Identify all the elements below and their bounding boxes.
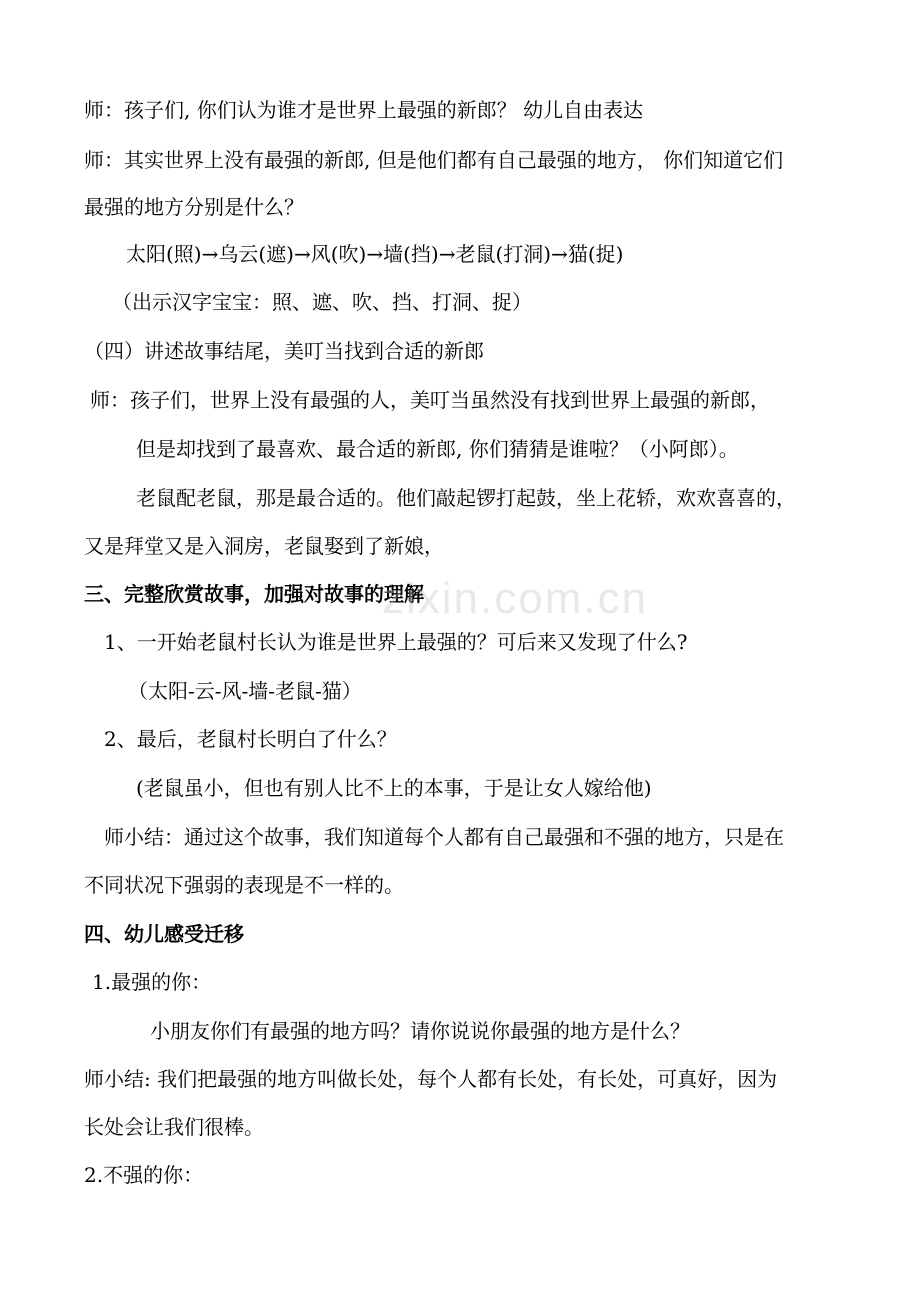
text-line-10: 又是拜堂又是入洞房，老鼠娶到了新娘， — [84, 534, 444, 558]
text-line-7: 师：孩子们，世界上没有最强的人，美叮当虽然没有找到世界上最强的新郎， — [90, 388, 770, 412]
text-line-21: 师小结: 我们把最强的地方叫做长处，每个人都有长处，有长处，可真好，因为 — [84, 1067, 778, 1091]
text-line-9: 老鼠配老鼠，那是最合适的。他们敲起锣打起鼓，坐上花轿，欢欢喜喜的， — [136, 486, 796, 510]
question-2: 2、最后，老鼠村长明白了什么？ — [104, 727, 397, 751]
answer-2: (老鼠虽小，但也有别人比不上的本事，于是让女人嫁给他) — [136, 776, 652, 800]
watermark: zixin.com.cn — [382, 574, 649, 623]
text-line-16: 师小结：通过这个故事，我们知道每个人都有自己最强和不强的地方，只是在 — [104, 825, 784, 849]
text-line-2: 师：其实世界上没有最强的新郎, 但是他们都有自己最强的地方， 你们知道它们 — [84, 148, 784, 172]
section-heading-4: 四、幼儿感受迁移 — [84, 922, 244, 946]
section-heading-3: 三、完整欣赏故事，加强对故事的理解 — [84, 582, 424, 606]
text-line-5: （出示汉字宝宝：照、遮、吹、挡、打洞、捉） — [112, 290, 532, 314]
text-line-4: 太阳(照)→乌云(遮)→风(吹)→墙(挡)→老鼠(打洞)→猫(捉) — [126, 242, 624, 266]
text-line-20: 小朋友你们有最强的地方吗？请你说说你最强的地方是什么？ — [150, 1019, 690, 1043]
text-line-22: 长处会让我们很棒。 — [84, 1115, 264, 1139]
text-line-6: （四）讲述故事结尾，美叮当找到合适的新郎 — [84, 339, 484, 363]
text-line-3: 最强的地方分别是什么？ — [84, 195, 304, 219]
subheading-strongest: 1.最强的你： — [92, 970, 212, 994]
text-line-8: 但是却找到了最喜欢、最合适的新郎, 你们猜猜是谁啦？（小阿郎）。 — [136, 437, 739, 461]
subheading-not-strong: 2.不强的你： — [84, 1163, 204, 1187]
answer-1: （太阳-云-风-墙-老鼠-猫） — [128, 679, 362, 703]
text-line-1: 师：孩子们, 你们认为谁才是世界上最强的新郎？ 幼儿自由表达 — [84, 98, 644, 122]
question-1: 1、一开始老鼠村长认为谁是世界上最强的？可后来又发现了什么? — [104, 630, 688, 654]
text-line-17: 不同状况下强弱的表现是不一样的。 — [84, 873, 404, 897]
